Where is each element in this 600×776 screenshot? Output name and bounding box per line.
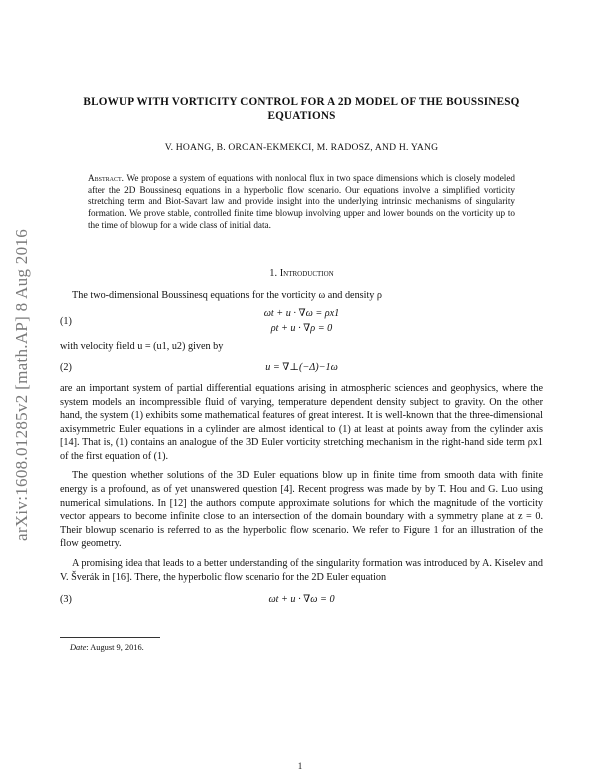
equation-1 — [60, 306, 543, 336]
section-number: 1. — [269, 268, 278, 280]
abstract-text: We propose a system of equations with nonlocal flux in two space dimensions which is closely modeled after the 2D Boussinesq equations in a hyperbolic flow scenario. Our equations involve a simplified vorticity stretching term and Biot-Savart law and provide insight into the underlying intrinsic mechanisms of singularity formation. We prove stable, controlled finite time blowup involving upper and lower bounds on the vorticity up to the time of blowup for a wide class of initial data. — [88, 172, 515, 231]
page-number: 1 — [297, 761, 303, 771]
paper-page — [60, 95, 543, 655]
equation-3-body: ωt + u · ∇ω = 0 — [268, 594, 335, 606]
equation-3-label: (3) — [60, 593, 72, 605]
arxiv-identifier-stamp: arXiv:1608.01285v2 [math.AP] 8 Aug 2016 — [12, 228, 31, 541]
equation-1-label: (1) — [60, 315, 72, 327]
equation-3 — [60, 592, 543, 607]
intro-paragraph-3: are an important system of partial differential equations arising in atmospheric sciences and geophysics, where the system models an incompressible fluid of varying, temperature dependent density subject to gravity. On the other hand, the system (1) exhibits some mathematical features of great interest. It is well-known that the three-dimensional axisymmetric Euler equations in a cylinder are almost identical to (1) at least at points away from the cylinder axis [14]. That is, (1) contains an analogue of the 3D Euler vorticity stretching mechanism in the right-hand side term ρx1 of the first equation of (1). — [60, 382, 543, 462]
equation-2-body: u = ∇⊥(−Δ)−1ω — [265, 361, 338, 373]
paper-title: BLOWUP WITH VORTICITY CONTROL FOR A 2D MODEL OF THE BOUSSINESQ EQUATIONS — [83, 96, 520, 122]
intro-paragraph-2: with velocity field u = (u1, u2) given by — [60, 341, 224, 353]
intro-paragraph-5: A promising idea that leads to a better understanding of the singularity formation was introduced by A. Kiselev and V. Šverák in [16]. There, the hyperbolic flow scenario for the 2D Euler equation — [60, 558, 543, 583]
section-heading — [60, 267, 543, 281]
footnote-label: Date — [70, 643, 87, 653]
abstract — [88, 173, 515, 233]
intro-paragraph-4: The question whether solutions of the 3D Euler equations blow up in finite time from smooth data with finite energy is a profound, as of yet unanswered question [4]. Recent progress was made by by T. Hou and G. Luo using numerical simulations. In [12] the authors compute approximate solutions for which the magnitude of the vorticity vector appears to become infinite close to an intersection of the domain boundary with a symmetry plane at z = 0. Their blowup scenario is referred to as the hyperbolic flow scenario. We refer to Figure 1 for an illustration of the flow geometry. — [60, 470, 543, 550]
footnote-text: : August 9, 2016. — [86, 643, 144, 653]
equation-2 — [60, 360, 543, 375]
abstract-label: Abstract. — [88, 172, 124, 183]
equation-1-line-1: ωt + u · ∇ω = ρx1 — [263, 308, 340, 320]
equation-1-line-2: ρt + u · ∇ρ = 0 — [270, 323, 333, 335]
footnote-divider — [60, 637, 160, 638]
footnote-date — [60, 641, 543, 655]
intro-paragraph-1: The two-dimensional Boussinesq equations for the vorticity ω and density ρ — [72, 289, 383, 301]
section-title: Introduction — [279, 268, 334, 280]
equation-2-label: (2) — [60, 361, 72, 373]
author-list: V. HOANG, B. ORCAN-EKMEKCI, M. RADOSZ, AND H. YANG — [164, 142, 439, 153]
